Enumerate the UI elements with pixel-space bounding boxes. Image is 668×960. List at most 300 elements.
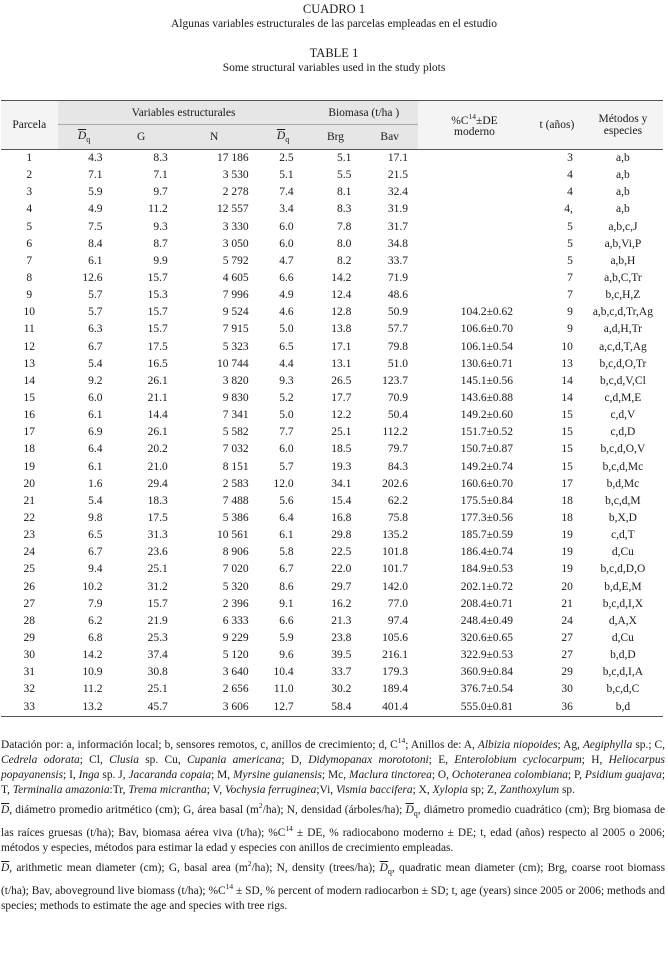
cell-bav: 401.4 [361,699,418,717]
cell-m: b,d [583,699,663,717]
cell-d: 9.4 [88,563,103,576]
cell-c14: 322.9±0.53 [460,649,513,662]
cell-d: 5.4 [88,494,103,507]
table-title-es: Algunas variables estructurales de las parcelas empleadas en el estudio [170,18,498,30]
cell-n: 2 656 [222,683,249,696]
cell-c14: 555.0±0.81 [418,699,531,717]
cell-p: 8 [26,272,33,285]
col-c14: $\%C^{14}\pm DE$ moderno [418,101,531,150]
cell-t: 13 [561,357,573,370]
cell-dq: 5.0 [279,409,294,422]
cell-d: 6.3 [88,323,103,336]
cell-m: a,b [616,169,630,182]
cell-d: 7.5 [88,220,103,233]
cell-bav: 50.4 [387,409,408,422]
cell-n: 5 792 [222,254,249,267]
cell-n: 10 744 [216,357,249,370]
cell-m: a,b,c,J [608,220,638,233]
cell-bav: 57.7 [387,323,408,336]
cell-d: 10.9 [82,666,103,679]
cell-t: 9 [567,323,573,336]
cell-t: 27 [561,649,573,662]
cell-n: 7 020 [222,563,249,576]
cell-c14 [418,219,531,236]
table-row [1,219,663,236]
cell-dq: 9.3 [279,374,294,387]
cell-n: 4 605 [222,272,249,285]
cell-dq: 6.5 [279,340,294,353]
cell-c14: 175.5±0.84 [460,494,513,507]
cell-brg: 25.1 [331,426,352,439]
cell-n: 7 488 [222,494,249,507]
cell-n: 5 320 [222,580,249,593]
cell-dq: 2.5 [279,152,294,165]
table-row [1,201,663,218]
cell-t: 7 [567,272,573,285]
cell-d: 7.1 [88,169,103,182]
cell-m: b,c,d,I,A [602,666,644,679]
cell-dq: 6.6 [279,614,294,627]
cell-g: 9.3 [153,220,168,233]
cell-dq: 6.0 [279,443,294,456]
cell-p: 32 [23,683,36,696]
cell-c14: 104.2±0.62 [460,306,513,319]
cell-n: 12 557 [216,203,249,216]
table-row [1,356,663,373]
table-row [1,596,663,613]
cell-bav: 71.9 [387,272,408,285]
cell-p: 23 [23,529,36,542]
cell-c14 [418,287,531,304]
cell-c14: 150.7±0.87 [460,443,513,456]
note-definitions-en: $\overline{D}$, arithmetic mean diameter (cm); G, basal area $(m^2/ha)$; N, density (trees/ha); $\overline{D}_q$, quadratic mean diameter (cm); Brg, coarse root biomass (t/ha); Bav, aboveground live biomass (t/ha); $\%C^{14}$ ± SD, % percent of modern radiocarbon ± SD; t, age (years) since 2005 or 2006; methods and species; methods to estimate the age and species with tree rigs. [1,859,665,912]
table-row [1,184,663,201]
cell-brg: 22.5 [331,546,352,559]
cell-dq: 5.8 [279,546,294,559]
cell-brg: 8.2 [337,254,352,267]
cell-bav: 79.8 [387,340,408,353]
group-biomasa: Biomasa (t/ha ) [310,101,418,125]
cell-n: 7 915 [222,323,249,336]
cell-brg: 8.0 [337,237,352,250]
cell-t: 4 [567,186,573,199]
cell-bav: 17.1 [387,152,408,165]
col-bav: Bav [380,131,399,143]
cell-d: 6.2 [88,614,103,627]
table-row [1,339,663,356]
cell-d: 1.6 [88,477,103,490]
cell-m: c,d,M,E [604,392,642,405]
cell-d: 14.2 [82,649,103,662]
note-dating: Datación por: a, información local; b, sensores remotos, c, anillos de crecimiento; d, $C^{14}$; Anillos de: A, Albizia niopoides; Ag, Aegiphylla sp.; C, Cedrela odorata; Cl, Clusia sp. Cu, Cupania americana; D, Didymopanax morototoni; E, Enterolobium cyclocarpum; H, Heliocarpus popayanensis; I, Inga sp. J, Jacaranda copaia; M, Myrsine guianensis; Mc, Maclura tinctorea; O, Ochoteranea colombiana; P, Psidium guajava; T, Terminalia amazonia:Tr, Trema micrantha; V, Vochysia ferruginea;Vi, Vismia baccifera; X, Xylopia sp; Z, Zanthoxylum sp. [1,736,665,797]
cell-n: 5 386 [222,512,249,525]
cell-dq: 4.4 [279,357,294,370]
cell-g: 9.7 [153,186,168,199]
cell-c14: 151.7±0.52 [460,426,513,439]
cell-p: 5 [26,220,33,233]
cell-n: 5 323 [222,340,249,353]
cell-dq: 4.7 [279,254,294,267]
cell-g: 25.1 [147,563,168,576]
cell-t: 19 [561,529,573,542]
cell-m: a,b,Vi,P [604,237,642,250]
cell-bav: 179.3 [382,666,408,679]
cell-bav: 70.9 [387,392,408,405]
cell-p: 12 [23,340,36,353]
cell-c14: 160.6±0.70 [460,477,513,490]
cell-dq: 9.6 [279,649,294,662]
cell-d: 6.9 [88,426,103,439]
cell-bav: 50.9 [387,306,408,319]
table-row [1,459,663,476]
cell-c14: 149.2±0.74 [460,460,513,473]
cell-g: 17.5 [147,512,168,525]
cell-bav: 202.6 [382,477,408,490]
cell-g: 7.1 [153,169,168,182]
cell-m: b,c,d,I,X [602,597,644,610]
cell-p: 18 [23,443,36,456]
group-variables: Variables estructurales [58,101,310,125]
cell-n: 2 396 [222,597,249,610]
cell-n: 7 032 [222,443,249,456]
table-row [1,390,663,407]
cell-dq: 5.0 [279,323,294,336]
cell-m: a,b,c,d,Tr,Ag [592,306,653,319]
cell-t: 21 [561,597,573,610]
cell-bav: 31.9 [387,203,408,216]
cell-c14 [418,184,531,201]
cell-brg: 26.5 [331,374,352,387]
col-parcela: Parcela [1,101,58,150]
cell-g: 15.7 [147,323,168,336]
cell-brg: 33.7 [331,666,352,679]
cell-m: d,Cu [611,632,634,644]
cell-t: 18 [561,494,573,507]
cell-t: 14 [561,374,573,387]
cell-t: 20 [561,580,573,593]
cell-bav: 21.5 [387,169,408,182]
cell-brg: 30.2 [331,683,352,696]
cell-dq: 3.4 [279,203,294,216]
table-row [1,681,663,698]
cell-dq: 7.4 [279,186,294,199]
cell-n: 8 151 [222,460,249,473]
table-row [1,527,663,544]
cell-d: 6.8 [88,632,103,644]
cell-g: 21.9 [147,614,168,627]
cell-brg: 18.5 [331,443,352,456]
cell-d: 6.5 [88,529,103,542]
cell-g: 23.6 [147,546,168,559]
cell-m: d,Cu [611,546,634,559]
cell-n: 2 278 [222,186,249,199]
table-row [1,630,663,647]
table-title-en: Some structural variables used in the study plots [222,62,446,74]
cell-g: 26.1 [147,374,168,387]
cell-dq: 8.6 [279,580,294,593]
table-row [1,544,663,561]
cell-d: 6.7 [88,546,103,559]
cell-c14 [418,253,531,270]
cell-t: 18 [561,512,573,525]
cell-d: 4.3 [88,152,103,165]
cell-n: 3 050 [222,237,249,250]
cell-g: 20.2 [147,443,168,456]
table-row [1,647,663,664]
cell-c14: 106.1±0.54 [460,340,513,353]
cell-brg: 5.1 [337,152,352,165]
cell-g: 15.7 [147,597,168,610]
cell-bav: 33.7 [387,254,408,267]
cell-p: 22 [23,512,36,525]
table-row [1,561,663,578]
cell-c14: 320.6±0.65 [460,632,513,644]
cell-brg: 29.8 [331,529,352,542]
cell-n: 3 330 [222,220,249,233]
cell-m: b,X,D [608,512,637,525]
cell-dq: 10.4 [273,666,294,679]
cell-dq: 6.1 [279,529,294,542]
cell-p: 4 [26,203,33,216]
cell-c14: 376.7±0.54 [460,683,513,696]
cell-c14 [418,150,531,168]
cell-m: b,c,d,V,Cl [600,374,646,387]
cell-d: 6.4 [88,443,103,456]
cell-n: 2 583 [222,477,249,490]
cell-t: 27 [561,632,573,644]
cell-m: b,c,d,O,V [600,443,646,456]
cell-g: 8.7 [153,237,168,250]
cell-c14: 208.4±0.71 [460,597,513,610]
cell-brg: 58.4 [310,699,362,717]
cell-brg: 12.2 [331,409,352,422]
cell-brg: 19.3 [331,460,352,473]
cell-p: 20 [23,477,36,490]
cell-p: 16 [23,409,36,422]
table-label-en: TABLE 1 [309,46,359,60]
cell-t: 15 [561,409,573,422]
cell-t: 14 [561,392,573,405]
cell-g: 37.4 [147,649,168,662]
cell-m: a,b,C,Tr [604,272,642,285]
cell-p: 11 [23,323,35,336]
cell-t: 9 [567,306,573,319]
cell-bav: 75.8 [387,512,408,525]
cell-m: a,d,H,Tr [603,323,643,336]
cell-n: 8 906 [222,546,249,559]
cell-brg: 12.4 [331,289,352,302]
cell-brg: 5.5 [337,169,352,182]
cell-n: 6 333 [222,614,249,627]
cell-d: 4.9 [88,203,103,216]
table-row [1,510,663,527]
cell-m: b,c,d,D,O [600,563,646,576]
cell-p: 17 [23,426,36,439]
cell-g: 25.3 [147,632,168,644]
cell-c14: 106.6±0.70 [460,323,513,336]
cell-m: a,b [616,152,630,165]
col-n: N [210,131,219,143]
cell-g: 29.4 [147,477,168,490]
cell-bav: 123.7 [382,374,408,387]
cell-n: 9 830 [222,392,249,405]
cell-dq: 6.4 [279,512,294,525]
table-row [1,407,663,424]
cell-dq: 5.7 [279,460,294,473]
cell-p: 33 [1,699,58,717]
cell-t: 15 [561,443,573,456]
cell-p: 13 [23,357,36,370]
cell-c14: 360.9±0.84 [460,666,513,679]
cell-c14 [418,201,531,218]
cell-c14 [418,270,531,287]
cell-brg: 22.0 [331,563,352,576]
cell-c14 [418,236,531,253]
cell-bav: 51.0 [387,357,408,370]
cell-d: 6.1 [88,254,103,267]
cell-c14: 202.1±0.72 [460,580,513,593]
cell-p: 15 [23,392,36,405]
table-row [1,270,663,287]
cell-m: b,c,d,O,Tr [599,357,647,370]
cell-g: 14.4 [147,409,168,422]
cell-t: 5 [567,220,573,233]
cell-dq: 4.6 [279,306,294,319]
cell-dq: 5.6 [279,494,294,507]
cell-g: 30.8 [147,666,168,679]
cell-brg: 29.7 [331,580,352,593]
cell-c14: 186.4±0.74 [460,546,513,559]
table-row [1,441,663,458]
table-label-es: CUADRO 1 [302,2,366,16]
cell-g: 11.2 [148,203,168,216]
note-definitions-es: $\overline{D}$, diámetro promedio aritmético (cm); G, área basal $(m^2/ha)$; N, densidad (árboles/ha); $\overline{D}_q$, diámetro promedio cuadrático (cm); Brg biomasa de las raíces gruesas (t/ha); Bav, biomasa aérea viva (t/ha); $\%C^{14}$ ± DE, % radiocabono moderno ± DE; t, edad (años) respecto al 2005 o 2006; métodos y especies, métodos para estimar la edad y especies con anillos de crecimiento empleadas. [1,801,666,854]
cell-d: 5.9 [88,186,103,199]
cell-bav: 97.4 [387,614,408,627]
cell-bav: 31.7 [387,220,408,233]
cell-p: 3 [26,186,33,199]
cell-dq: 7.7 [279,426,294,439]
col-metodos: Métodos y especies [583,101,663,150]
cell-bav: 101.8 [382,546,408,559]
cell-dq: 5.2 [279,392,294,405]
cell-d: 6.1 [88,409,103,422]
cell-bav: 216.1 [382,649,408,662]
table-row [1,304,663,321]
table-row [1,373,663,390]
cell-p: 7 [26,254,33,267]
cell-p: 27 [23,597,36,610]
cell-t: 5 [567,237,573,250]
cell-d: 9.2 [88,374,103,387]
cell-d: 12.6 [82,272,103,285]
cell-d: 5.7 [88,306,103,319]
cell-t: 24 [561,614,573,627]
table-row [1,253,663,270]
cell-n: 9 229 [222,632,249,644]
cell-bav: 135.2 [382,529,408,542]
cell-m: b,d,Mc [606,477,640,490]
cell-m: b,d,D [610,649,636,662]
cell-c14: 184.9±0.53 [460,563,513,576]
cell-t: 30 [561,683,573,696]
cell-bav: 62.2 [387,494,408,507]
cell-c14: 177.3±0.56 [460,512,513,525]
cell-g: 21.0 [147,460,168,473]
cell-d: 6.1 [88,460,103,473]
cell-p: 2 [26,169,33,182]
cell-d: 5.4 [88,357,103,370]
cell-dq: 9.1 [279,597,294,610]
cell-n: 3 530 [222,169,249,182]
cell-c14: 130.6±0.71 [460,357,513,370]
cell-p: 25 [23,563,36,576]
cell-p: 29 [23,632,36,644]
cell-dq: 5.9 [279,632,294,644]
col-d-mean: $\overline{D}_q$ [77,130,91,144]
cell-dq: 6.6 [279,272,294,285]
cell-p: 1 [26,152,33,165]
cell-brg: 13.8 [331,323,352,336]
cell-d: 13.2 [58,699,111,717]
cell-p: 6 [26,237,33,250]
cell-g: 15.3 [147,289,168,302]
cell-d: 6.7 [88,340,103,353]
cell-m: a,b [616,186,630,199]
cell-m: a,b [616,203,630,216]
cell-n: 17 186 [216,152,249,165]
table-row [1,579,663,596]
cell-t: 7 [567,289,573,302]
cell-t: 15 [561,426,573,439]
cell-d: 10.2 [82,580,103,593]
cell-p: 24 [23,546,36,559]
structural-variables-table [1,100,663,717]
cell-brg: 34.1 [331,477,352,490]
cell-t: 3 [567,152,573,165]
cell-c14: 149.2±0.60 [460,409,513,422]
cell-g: 17.5 [147,340,168,353]
cell-brg: 13.1 [331,357,352,370]
cell-brg: 7.8 [337,220,352,233]
cell-m: c,d,V [610,409,636,422]
cell-dq: 11.0 [273,683,294,696]
cell-d: 11.2 [82,683,103,696]
table-row [1,150,663,168]
cell-p: 26 [23,580,36,593]
table-row [1,664,663,681]
cell-g: 31.2 [147,580,168,593]
table-row [1,287,663,304]
cell-n: 9 524 [222,306,249,319]
cell-bav: 79.7 [387,443,408,456]
cell-g: 16.5 [147,357,168,370]
cell-c14 [418,167,531,184]
cell-brg: 17.1 [331,340,352,353]
cell-brg: 8.3 [337,203,352,216]
cell-p: 9 [26,289,33,302]
cell-g: 15.7 [147,306,168,319]
cell-t: 19 [561,563,573,576]
cell-m: c,d,T [611,529,635,542]
cell-brg: 15.4 [331,494,352,507]
col-g: G [136,131,146,143]
cell-t: 4, [564,203,573,216]
cell-n: 5 120 [222,649,249,662]
cell-n: 7 996 [222,289,249,302]
cell-t: 15 [561,460,573,473]
cell-n: 3 606 [172,699,257,717]
